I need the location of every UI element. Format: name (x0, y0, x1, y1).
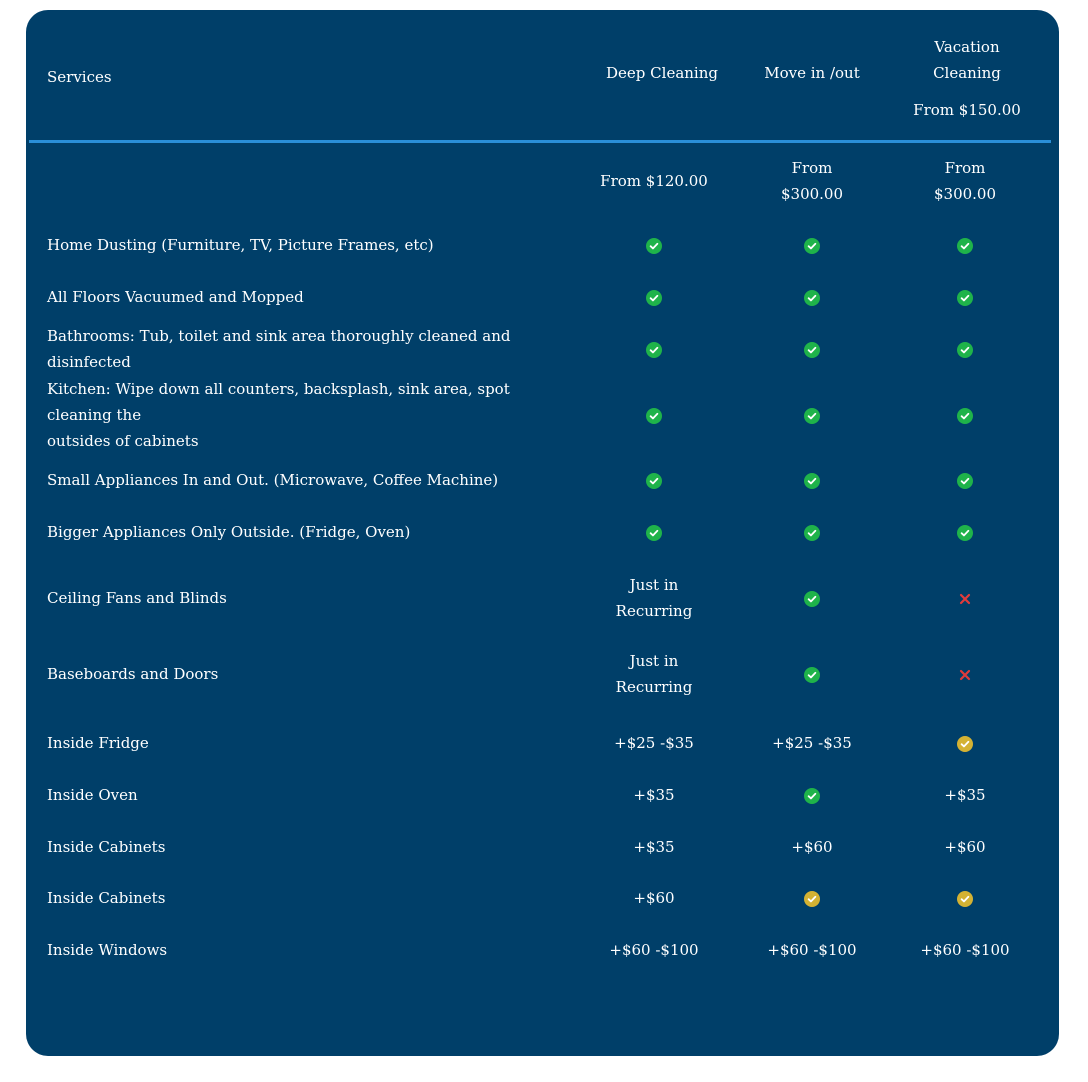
check-circle-icon (804, 342, 820, 358)
check-circle-icon (646, 525, 662, 541)
check-circle-icon (804, 238, 820, 254)
price-deep-cleaning: From $120.00 (600, 172, 708, 190)
check-circle-icon (804, 788, 820, 804)
check-circle-icon (804, 591, 820, 607)
row-label: Baseboards and Doors (47, 665, 219, 683)
cell-value: +$35 (633, 786, 675, 804)
price-vacation-cleaning: From $300.00 (933, 159, 997, 203)
column-header-deep-cleaning: Deep Cleaning (606, 64, 718, 82)
cell-check-circle-icon (569, 519, 739, 545)
check-circle-icon (957, 290, 973, 306)
cell-yellow-check-circle-icon (880, 885, 1050, 911)
cross-icon (957, 667, 973, 683)
check-circle-icon (804, 408, 820, 424)
cell-value: +$35 (944, 786, 986, 804)
check-circle-icon (957, 342, 973, 358)
check-circle-icon (646, 408, 662, 424)
cell-check-circle-icon (880, 232, 1050, 258)
cell-value: +$25 -$35 (772, 734, 852, 752)
services-header: Services (47, 68, 112, 86)
check-circle-icon (646, 473, 662, 489)
cell-check-circle-icon (880, 284, 1050, 310)
row-label: Small Appliances In and Out. (Microwave, Coffee Machine) (47, 471, 499, 489)
row-label: Home Dusting (Furniture, TV, Picture Frames, etc) (47, 236, 434, 254)
row-label: Ceiling Fans and Blinds (47, 589, 227, 607)
cell-check-circle-icon (880, 336, 1050, 362)
cell-check-circle-icon (569, 467, 739, 493)
check-circle-icon (957, 238, 973, 254)
cell-check-circle-icon (727, 585, 897, 611)
check-circle-icon (804, 667, 820, 683)
cell-check-circle-icon (727, 336, 897, 362)
check-circle-icon (957, 408, 973, 424)
row-label: Inside Oven (47, 786, 138, 804)
cell-check-circle-icon (569, 336, 739, 362)
cell-value: Just in Recurring (615, 576, 693, 620)
header-divider (29, 140, 1051, 143)
row-label: Inside Cabinets (47, 889, 166, 907)
row-label: Inside Windows (47, 941, 168, 959)
cell-value: Just in Recurring (615, 652, 693, 696)
cell-value: +$60 -$100 (920, 941, 1010, 959)
cell-yellow-check-circle-icon (727, 885, 897, 911)
yellow-check-circle-icon (957, 891, 973, 907)
cell-check-circle-icon (727, 519, 897, 545)
cell-check-circle-icon (569, 232, 739, 258)
check-circle-icon (957, 473, 973, 489)
cell-value: +$60 (633, 889, 675, 907)
check-circle-icon (804, 473, 820, 489)
yellow-check-circle-icon (804, 891, 820, 907)
cell-value: +$25 -$35 (614, 734, 694, 752)
check-circle-icon (646, 342, 662, 358)
row-label: All Floors Vacuumed and Mopped (47, 288, 304, 306)
row-label: Bathrooms: Tub, toilet and sink area thoroughly cleaned and disinfected (47, 327, 511, 371)
column-header-vacation-cleaning: Vacation Cleaning (933, 38, 1001, 82)
cell-cross-icon (880, 585, 1050, 611)
check-circle-icon (804, 525, 820, 541)
cell-value: +$60 (944, 838, 986, 856)
cell-check-circle-icon (880, 467, 1050, 493)
cell-check-circle-icon (727, 467, 897, 493)
cell-check-circle-icon (569, 402, 739, 428)
cell-value: +$60 -$100 (609, 941, 699, 959)
check-circle-icon (646, 238, 662, 254)
cell-check-circle-icon (727, 782, 897, 808)
cell-check-circle-icon (880, 402, 1050, 428)
cell-yellow-check-circle-icon (880, 730, 1050, 756)
row-label: Kitchen: Wipe down all counters, backsplash, sink area, spot cleaning the outsides of cabinets (47, 380, 510, 450)
cell-check-circle-icon (727, 661, 897, 687)
column-header-move-in-out: Move in /out (764, 64, 860, 82)
vacation-cleaning-price: From $150.00 (913, 101, 1021, 119)
row-label: Inside Fridge (47, 734, 149, 752)
check-circle-icon (804, 290, 820, 306)
cell-check-circle-icon (569, 284, 739, 310)
cell-cross-icon (880, 661, 1050, 687)
cross-icon (957, 591, 973, 607)
check-circle-icon (957, 525, 973, 541)
cell-value: +$60 -$100 (767, 941, 857, 959)
cell-check-circle-icon (880, 519, 1050, 545)
price-move-in-out: From $300.00 (780, 159, 844, 203)
row-label: Inside Cabinets (47, 838, 166, 856)
cell-check-circle-icon (727, 232, 897, 258)
yellow-check-circle-icon (957, 736, 973, 752)
cell-check-circle-icon (727, 284, 897, 310)
cell-value: +$35 (633, 838, 675, 856)
check-circle-icon (646, 290, 662, 306)
cell-check-circle-icon (727, 402, 897, 428)
pricing-table (26, 10, 1059, 1056)
cell-value: +$60 (791, 838, 833, 856)
row-label: Bigger Appliances Only Outside. (Fridge, Oven) (47, 523, 411, 541)
